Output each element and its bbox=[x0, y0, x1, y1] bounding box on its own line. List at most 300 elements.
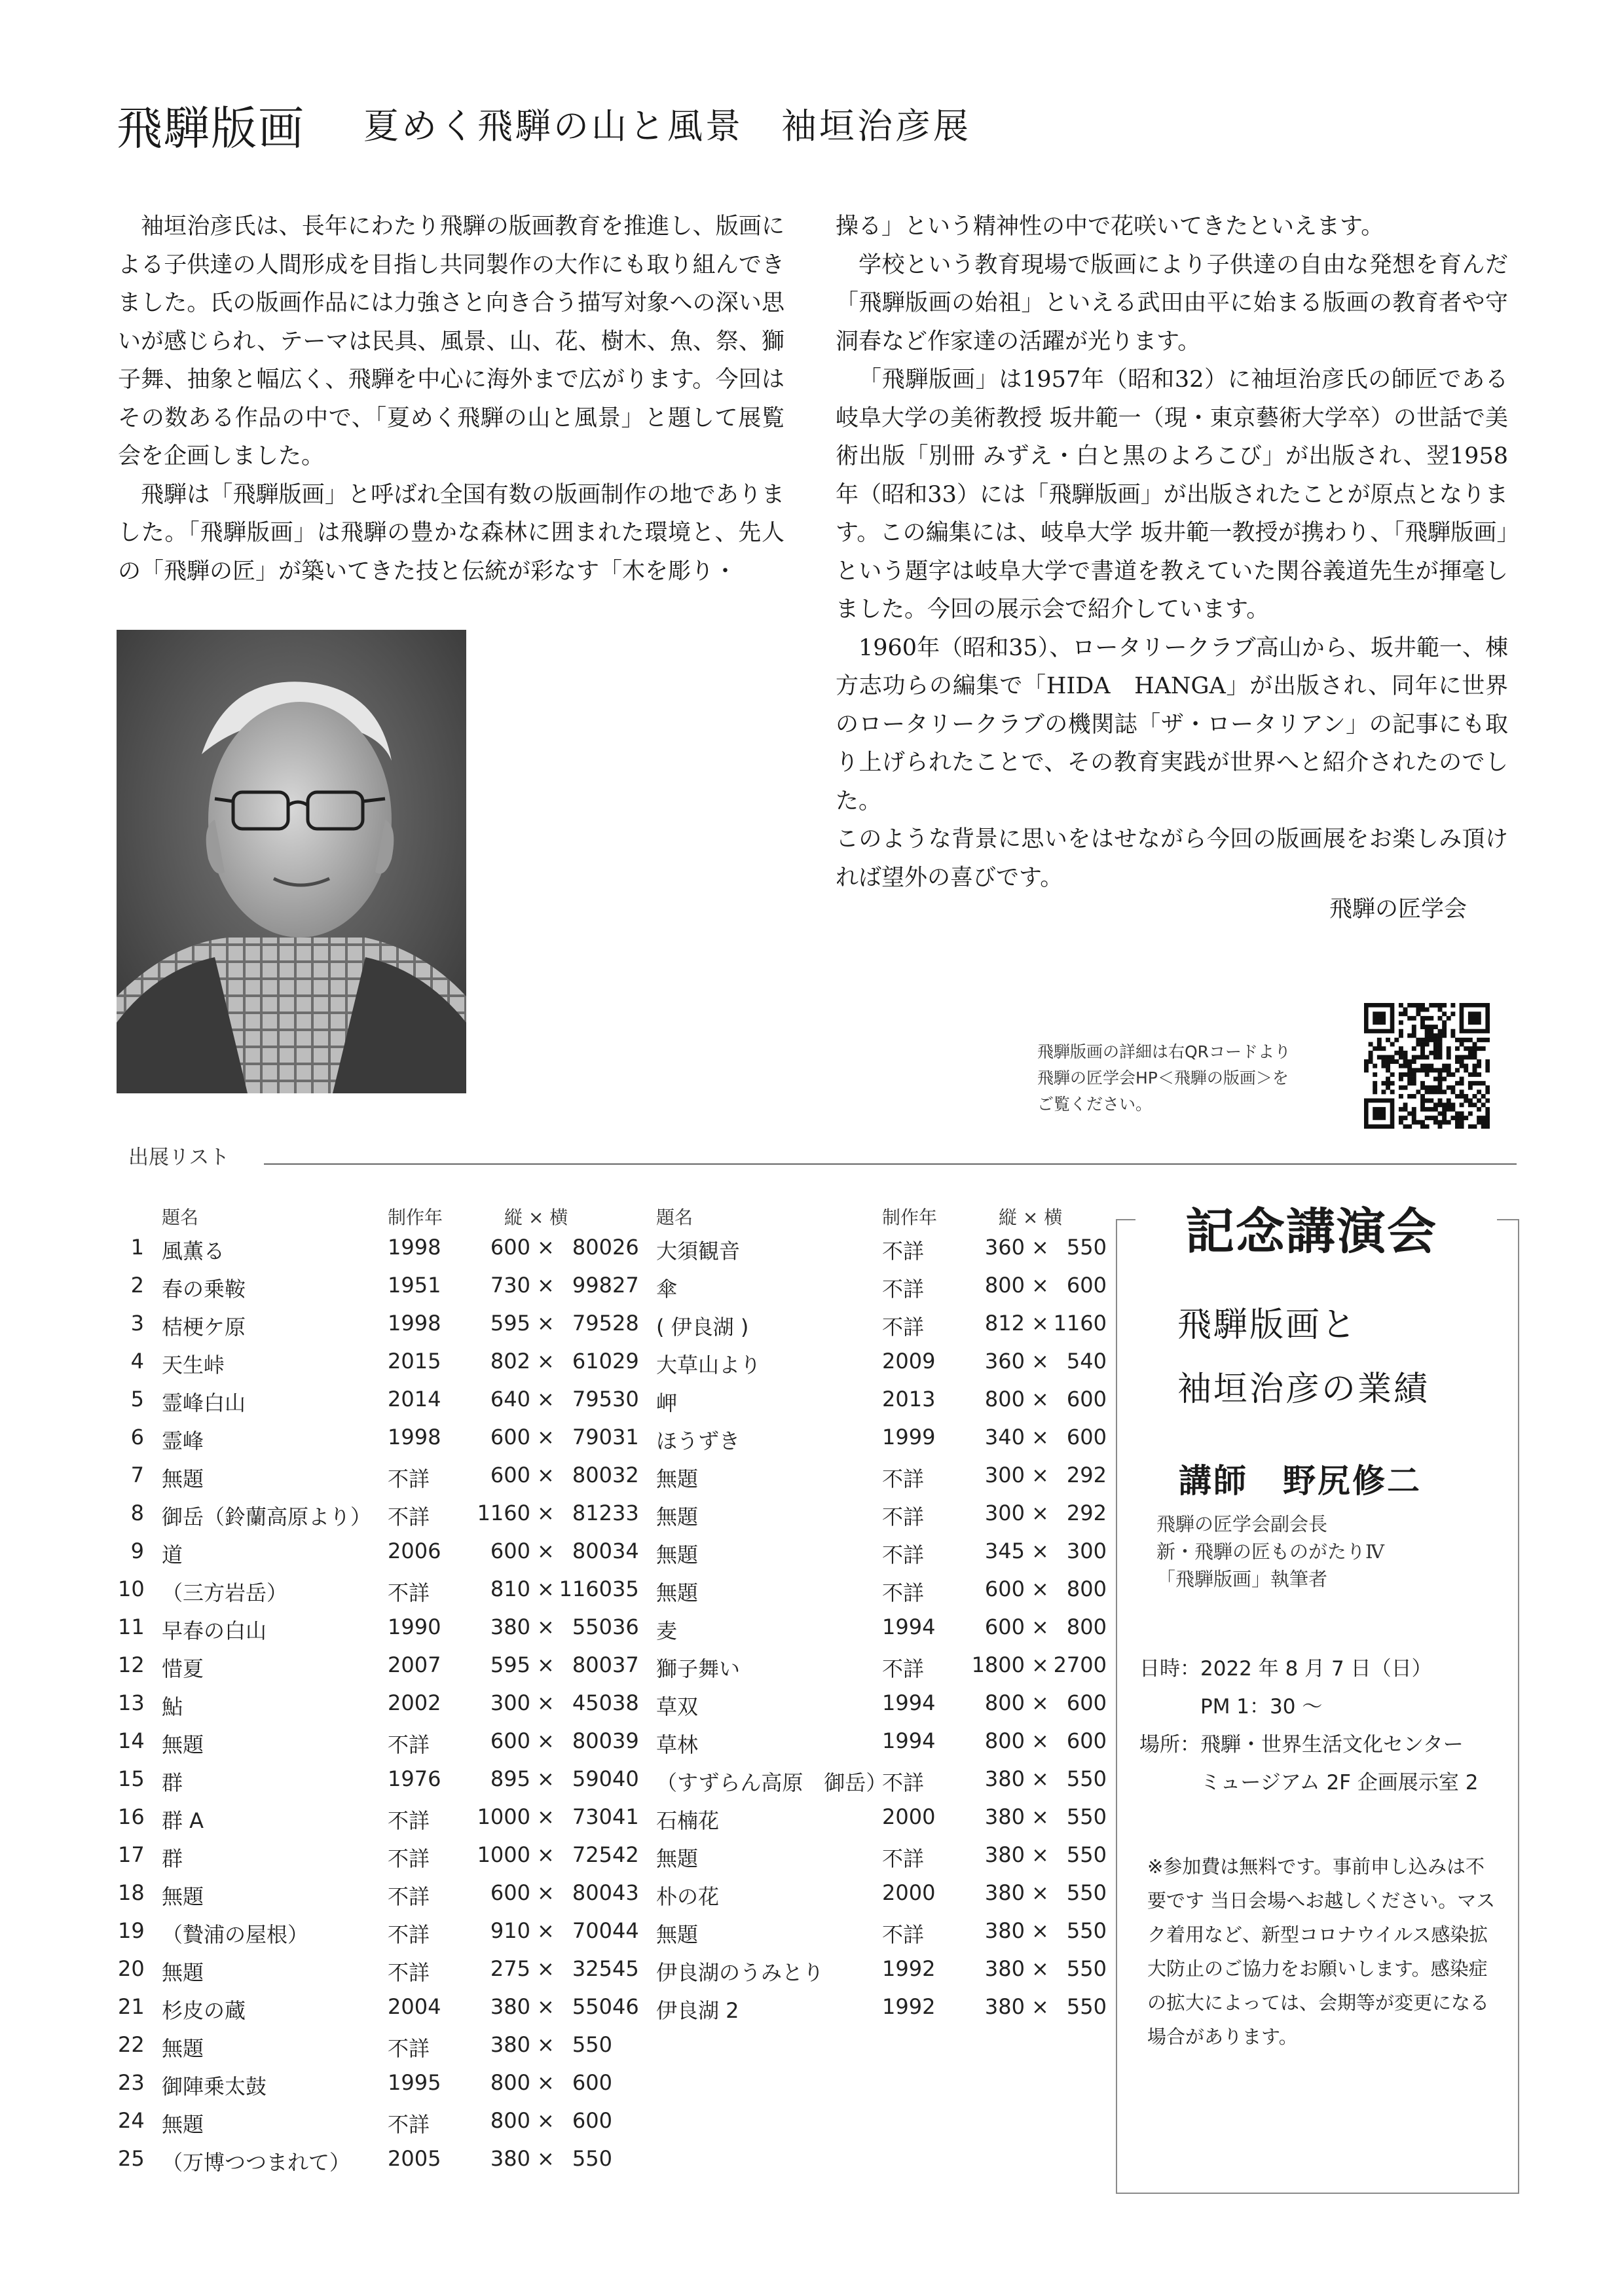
exhibit-row bbox=[118, 2032, 612, 2070]
exhibit-height: 600 bbox=[984, 1614, 1025, 1639]
exhibit-year: 1995 bbox=[388, 2070, 441, 2095]
exhibit-row bbox=[612, 1349, 1107, 1387]
lecture-subtitle bbox=[1177, 1293, 1430, 1421]
exhibit-row bbox=[612, 1273, 1107, 1311]
exhibit-width: 550 bbox=[1066, 1842, 1107, 1867]
exhibit-height: 800 bbox=[984, 1387, 1025, 1412]
portrait-photo bbox=[117, 630, 466, 1093]
intro-paragraph: 1960年（昭和35）、ロータリークラブ高山から、坂井範一、棟方志功らの編集で「HIDA HANGA」が出版され、同年に世界のロータリークラブの機関誌「ザ・ロータリアン」の記事にも取り上げられたことで、その教育実践が世界へと紹介されたのでした。 bbox=[836, 634, 1508, 814]
exhibit-row bbox=[118, 1690, 612, 1728]
exhibit-width: 800 bbox=[572, 1880, 612, 1905]
portrait-image bbox=[117, 630, 466, 1093]
exhibit-height: 380 bbox=[490, 1614, 530, 1639]
exhibit-row bbox=[118, 1766, 612, 1804]
exhibit-title: 石楠花 bbox=[656, 1808, 720, 1833]
exhibit-width: 1160 bbox=[1053, 1311, 1107, 1336]
times-sign: × bbox=[537, 1918, 555, 1943]
exhibit-year: 1992 bbox=[882, 1956, 936, 1981]
exhibit-height: 380 bbox=[984, 1918, 1025, 1943]
exhibit-title: 群 bbox=[162, 1770, 183, 1795]
times-sign: × bbox=[537, 1842, 555, 1867]
exhibit-height: 345 bbox=[984, 1539, 1025, 1563]
exhibit-width: 550 bbox=[1066, 1956, 1107, 1981]
exhibit-width: 800 bbox=[1066, 1576, 1107, 1601]
exhibit-title: ( 伊良湖 ) bbox=[656, 1315, 749, 1339]
times-sign: × bbox=[1031, 1728, 1049, 1753]
times-sign: × bbox=[537, 1463, 555, 1487]
lecture-box-top-border bbox=[1116, 1219, 1135, 1220]
exhibit-number: 29 bbox=[612, 1349, 639, 1374]
times-sign: × bbox=[537, 2032, 555, 2057]
exhibit-number: 36 bbox=[612, 1614, 639, 1639]
exhibit-year: 2000 bbox=[882, 1880, 936, 1905]
exhibit-height: 340 bbox=[984, 1425, 1025, 1449]
exhibit-title: 群 bbox=[162, 1846, 183, 1871]
exhibit-year: 不詳 bbox=[882, 1467, 925, 1491]
exhibit-width: 800 bbox=[572, 1728, 612, 1753]
exhibit-number: 25 bbox=[118, 2146, 145, 2171]
exhibit-width: 600 bbox=[1066, 1425, 1107, 1449]
exhibit-year: 1992 bbox=[882, 1994, 936, 2019]
exhibit-width: 450 bbox=[572, 1690, 612, 1715]
exhibit-width: 550 bbox=[1066, 1766, 1107, 1791]
exhibit-width: 550 bbox=[1066, 1880, 1107, 1905]
exhibit-row bbox=[612, 1576, 1107, 1614]
times-sign: × bbox=[1031, 1387, 1049, 1412]
exhibit-width: 725 bbox=[572, 1842, 612, 1867]
exhibit-title: 鮎 bbox=[162, 1694, 183, 1719]
times-sign: × bbox=[537, 2108, 555, 2133]
times-sign: × bbox=[1031, 1614, 1049, 1639]
exhibit-year: 1951 bbox=[388, 1273, 441, 1298]
exhibit-number: 5 bbox=[130, 1387, 144, 1412]
exhibit-number: 15 bbox=[118, 1766, 145, 1791]
exhibit-row bbox=[118, 1273, 612, 1311]
exhibit-title: 天生峠 bbox=[162, 1353, 225, 1377]
qr-note-line: 飛騨版画の詳細は右QRコードより bbox=[1037, 1042, 1291, 1061]
exhibit-width: 1160 bbox=[559, 1576, 612, 1601]
exhibit-title: 春の乗鞍 bbox=[162, 1277, 246, 1302]
schedule-line: 日時：2022 年 8 月 7 日（日） bbox=[1139, 1657, 1432, 1681]
exhibit-row bbox=[118, 1235, 612, 1273]
exhibit-height: 802 bbox=[490, 1349, 530, 1374]
exhibit-width: 790 bbox=[572, 1425, 612, 1449]
exhibit-width: 292 bbox=[1066, 1463, 1107, 1487]
exhibit-year: 不詳 bbox=[388, 1467, 430, 1491]
intro-closing: このような背景に思いをはせながら今回の版画展をお楽しみ頂ければ望外の喜びです。 bbox=[836, 826, 1508, 891]
page-subtitle: 夏めく飛騨の山と風景 袖垣治彦展 bbox=[363, 105, 971, 147]
times-sign: × bbox=[1031, 1463, 1049, 1487]
exhibit-year: 不詳 bbox=[388, 1504, 430, 1529]
exhibit-height: 1160 bbox=[477, 1501, 530, 1525]
exhibit-row bbox=[612, 1652, 1107, 1690]
lecture-subtitle-line: 袖垣治彦の業績 bbox=[1177, 1370, 1430, 1409]
exhibit-year: 1976 bbox=[388, 1766, 441, 1791]
exhibit-row bbox=[612, 1387, 1107, 1425]
exhibit-width: 540 bbox=[1066, 1349, 1107, 1374]
times-sign: × bbox=[1031, 1539, 1049, 1563]
exhibit-height: 895 bbox=[490, 1766, 530, 1791]
times-sign: × bbox=[1031, 1994, 1049, 2019]
exhibit-year: 不詳 bbox=[388, 1884, 430, 1909]
exhibit-width: 292 bbox=[1066, 1501, 1107, 1525]
exhibit-number: 20 bbox=[118, 1956, 145, 1981]
exhibit-number: 1 bbox=[130, 1235, 144, 1260]
schedule-line: ミュージアム 2F 企画展示室 2 bbox=[1139, 1771, 1479, 1795]
column-header-size: 縦 × 横 bbox=[504, 1207, 568, 1228]
exhibit-number: 14 bbox=[118, 1728, 145, 1753]
exhibit-year: 2005 bbox=[388, 2146, 441, 2171]
schedule-line: PM 1：30 〜 bbox=[1139, 1695, 1323, 1719]
exhibit-width: 2700 bbox=[1053, 1652, 1107, 1677]
times-sign: × bbox=[537, 1311, 555, 1336]
exhibit-number: 32 bbox=[612, 1463, 639, 1487]
times-sign: × bbox=[1031, 1501, 1049, 1525]
intro-paragraph: 操る」という精神性の中で花咲いてきたといえます。 bbox=[836, 213, 1384, 240]
exhibit-width: 300 bbox=[1066, 1539, 1107, 1563]
exhibit-row bbox=[118, 1880, 612, 1918]
exhibit-number: 41 bbox=[612, 1804, 639, 1829]
exhibit-width: 550 bbox=[572, 1994, 612, 2019]
times-sign: × bbox=[537, 1235, 555, 1260]
exhibit-year: 不詳 bbox=[882, 1315, 925, 1339]
exhibit-number: 40 bbox=[612, 1766, 639, 1791]
exhibit-year: 不詳 bbox=[882, 1239, 925, 1264]
exhibit-width: 600 bbox=[572, 2070, 612, 2095]
exhibit-row bbox=[118, 1501, 612, 1539]
times-sign: × bbox=[1031, 1804, 1049, 1829]
exhibit-height: 360 bbox=[984, 1235, 1025, 1260]
exhibit-row bbox=[118, 1918, 612, 1956]
exhibit-number: 26 bbox=[612, 1235, 639, 1260]
qr-note-line: 飛騨の匠学会HP＜飛騨の版画＞を bbox=[1037, 1068, 1289, 1087]
exhibit-title: 伊良湖 2 bbox=[656, 1998, 739, 2023]
exhibit-row bbox=[612, 1842, 1107, 1880]
qr-note bbox=[1037, 1039, 1291, 1118]
exhibit-height: 380 bbox=[984, 1766, 1025, 1791]
exhibit-number: 28 bbox=[612, 1311, 639, 1336]
times-sign: × bbox=[537, 2146, 555, 2171]
lecturer-role: 飛騨の匠学会副会長 bbox=[1156, 1513, 1328, 1535]
exhibit-year: 不詳 bbox=[882, 1580, 925, 1605]
times-sign: × bbox=[537, 1614, 555, 1639]
times-sign: × bbox=[537, 1766, 555, 1791]
column-header-size: 縦 × 横 bbox=[999, 1207, 1063, 1228]
exhibit-row bbox=[118, 1956, 612, 1994]
exhibit-title: 麦 bbox=[656, 1618, 678, 1643]
times-sign: × bbox=[537, 1273, 555, 1298]
times-sign: × bbox=[1031, 1349, 1049, 1374]
exhibit-number: 34 bbox=[612, 1539, 639, 1563]
exhibit-year: 1994 bbox=[882, 1690, 936, 1715]
exhibit-height: 595 bbox=[490, 1311, 530, 1336]
exhibit-number: 2 bbox=[130, 1273, 144, 1298]
column-header-year: 制作年 bbox=[882, 1207, 938, 1228]
exhibit-row bbox=[118, 1652, 612, 1690]
exhibit-height: 600 bbox=[490, 1463, 530, 1487]
exhibit-width: 550 bbox=[1066, 1994, 1107, 2019]
exhibit-height: 380 bbox=[490, 2032, 530, 2057]
exhibit-height: 800 bbox=[984, 1273, 1025, 1298]
exhibit-row bbox=[612, 1311, 1107, 1349]
exhibit-row bbox=[118, 1804, 612, 1842]
exhibit-year: 2000 bbox=[882, 1804, 936, 1829]
times-sign: × bbox=[1031, 1311, 1049, 1336]
column-header-year: 制作年 bbox=[388, 1207, 443, 1228]
exhibit-height: 810 bbox=[490, 1576, 530, 1601]
exhibit-row bbox=[118, 2108, 612, 2146]
exhibit-height: 380 bbox=[984, 1994, 1025, 2019]
exhibit-year: 不詳 bbox=[882, 1504, 925, 1529]
exhibit-year: 不詳 bbox=[388, 1960, 430, 1985]
exhibit-number: 45 bbox=[612, 1956, 639, 1981]
times-sign: × bbox=[1031, 1425, 1049, 1449]
times-sign: × bbox=[1031, 1273, 1049, 1298]
times-sign: × bbox=[1031, 1842, 1049, 1867]
exhibit-row bbox=[118, 1387, 612, 1425]
exhibit-height: 812 bbox=[984, 1311, 1025, 1336]
times-sign: × bbox=[537, 1576, 555, 1601]
times-sign: × bbox=[1031, 1918, 1049, 1943]
lecturer-role: 新・飛騨の匠ものがたりⅣ bbox=[1156, 1540, 1384, 1563]
exhibit-year: 不詳 bbox=[388, 2036, 430, 2061]
times-sign: × bbox=[537, 1880, 555, 1905]
exhibit-number: 12 bbox=[118, 1652, 145, 1677]
exhibit-year: 2002 bbox=[388, 1690, 441, 1715]
exhibit-number: 35 bbox=[612, 1576, 639, 1601]
exhibit-height: 595 bbox=[490, 1652, 530, 1677]
exhibit-height: 730 bbox=[490, 1273, 530, 1298]
exhibit-width: 550 bbox=[572, 2032, 612, 2057]
exhibit-title: 草双 bbox=[656, 1694, 699, 1719]
page-title: 飛騨版画 bbox=[117, 101, 305, 155]
exhibit-height: 800 bbox=[984, 1690, 1025, 1715]
exhibit-number: 18 bbox=[118, 1880, 145, 1905]
exhibit-row bbox=[118, 1463, 612, 1501]
exhibit-width: 550 bbox=[1066, 1918, 1107, 1943]
exhibit-table-left bbox=[118, 1203, 612, 2205]
exhibit-height: 380 bbox=[984, 1880, 1025, 1905]
exhibit-year: 1990 bbox=[388, 1614, 441, 1639]
exhibit-title: 草林 bbox=[656, 1732, 699, 1757]
schedule-line: 場所：飛騨・世界生活文化センター bbox=[1139, 1733, 1464, 1757]
exhibit-title: （三方岩岳） bbox=[162, 1580, 288, 1605]
exhibit-row bbox=[118, 1728, 612, 1766]
qr-code[interactable] bbox=[1364, 1003, 1490, 1129]
exhibit-row bbox=[118, 1349, 612, 1387]
exhibit-number: 37 bbox=[612, 1652, 639, 1677]
exhibit-title: 獅子舞い bbox=[656, 1656, 741, 1681]
exhibit-year: 不詳 bbox=[388, 1808, 430, 1833]
exhibit-year: 不詳 bbox=[388, 1846, 430, 1871]
times-sign: × bbox=[537, 1652, 555, 1677]
exhibit-row bbox=[612, 1994, 1107, 2032]
times-sign: × bbox=[537, 1994, 555, 2019]
exhibit-width: 700 bbox=[572, 1918, 612, 1943]
exhibit-height: 800 bbox=[490, 2070, 530, 2095]
exhibit-year: 不詳 bbox=[388, 1580, 430, 1605]
exhibit-title: 朴の花 bbox=[656, 1884, 720, 1909]
exhibit-width: 550 bbox=[1066, 1804, 1107, 1829]
exhibit-title: 無題 bbox=[656, 1580, 699, 1605]
exhibit-title: （万博つつまれて） bbox=[162, 2150, 351, 2175]
exhibit-width: 325 bbox=[572, 1956, 612, 1981]
exhibit-width: 795 bbox=[572, 1311, 612, 1336]
qr-note-line: ご覧ください。 bbox=[1037, 1095, 1153, 1114]
exhibit-height: 275 bbox=[490, 1956, 530, 1981]
exhibit-width: 800 bbox=[572, 1539, 612, 1563]
exhibit-title: 杉皮の蔵 bbox=[162, 1998, 246, 2023]
exhibit-title: 霊峰 bbox=[162, 1429, 204, 1453]
exhibit-row bbox=[612, 1501, 1107, 1539]
exhibit-width: 600 bbox=[572, 2108, 612, 2133]
exhibit-title: 無題 bbox=[656, 1467, 699, 1491]
exhibit-width: 800 bbox=[1066, 1614, 1107, 1639]
lecturer-roles bbox=[1156, 1510, 1384, 1593]
exhibit-number: 38 bbox=[612, 1690, 639, 1715]
lecture-notes: ※参加費は無料です。事前申し込みは不要です 当日会場へお越しください。マスク着用など、新型コロナウイルス感染拡大防止のご協力をお願いします。感染症の拡大によっては、会期等が変更になる場合があります。 bbox=[1147, 1855, 1496, 2048]
exhibit-row bbox=[612, 1235, 1107, 1273]
exhibit-width: 800 bbox=[572, 1463, 612, 1487]
exhibit-title: 無題 bbox=[656, 1922, 699, 1947]
exhibit-width: 550 bbox=[1066, 1235, 1107, 1260]
column-header-title: 題名 bbox=[656, 1207, 693, 1228]
exhibit-width: 600 bbox=[1066, 1387, 1107, 1412]
exhibit-title: 大草山より bbox=[656, 1353, 762, 1377]
exhibit-width: 600 bbox=[1066, 1690, 1107, 1715]
exhibit-year: 2015 bbox=[388, 1349, 441, 1374]
exhibit-width: 800 bbox=[572, 1652, 612, 1677]
exhibit-height: 360 bbox=[984, 1349, 1025, 1374]
exhibit-number: 24 bbox=[118, 2108, 145, 2133]
exhibit-height: 800 bbox=[490, 2108, 530, 2133]
exhibit-height: 600 bbox=[490, 1425, 530, 1449]
exhibit-row bbox=[612, 1463, 1107, 1501]
exhibit-title: 無題 bbox=[162, 1467, 204, 1491]
times-sign: × bbox=[537, 1956, 555, 1981]
exhibit-row bbox=[612, 1918, 1107, 1956]
exhibit-number: 39 bbox=[612, 1728, 639, 1753]
exhibit-width: 800 bbox=[572, 1235, 612, 1260]
exhibit-number: 42 bbox=[612, 1842, 639, 1867]
exhibit-title: 御岳（鈴蘭高原より） bbox=[162, 1504, 372, 1529]
times-sign: × bbox=[1031, 1766, 1049, 1791]
exhibit-number: 11 bbox=[118, 1614, 145, 1639]
intro-left-column bbox=[118, 208, 784, 591]
times-sign: × bbox=[537, 1690, 555, 1715]
exhibit-height: 1000 bbox=[477, 1804, 530, 1829]
exhibit-number: 9 bbox=[130, 1539, 144, 1563]
exhibit-title: 無題 bbox=[162, 2036, 204, 2061]
exhibit-year: 不詳 bbox=[388, 2112, 430, 2137]
times-sign: × bbox=[537, 1425, 555, 1449]
times-sign: × bbox=[537, 1804, 555, 1829]
exhibit-number: 3 bbox=[130, 1311, 144, 1336]
exhibit-title: （贄浦の屋根） bbox=[162, 1922, 309, 1947]
exhibit-title: （すずらん高原 御岳） bbox=[656, 1770, 887, 1795]
exhibit-number: 43 bbox=[612, 1880, 639, 1905]
exhibit-row bbox=[612, 1728, 1107, 1766]
intro-right-column bbox=[836, 208, 1508, 897]
times-sign: × bbox=[1031, 1235, 1049, 1260]
column-header-title: 題名 bbox=[162, 1207, 199, 1228]
exhibit-row bbox=[118, 1994, 612, 2032]
exhibit-width: 600 bbox=[1066, 1728, 1107, 1753]
signature: 飛騨の匠学会 bbox=[1329, 896, 1467, 922]
exhibit-row bbox=[612, 1614, 1107, 1652]
exhibit-height: 380 bbox=[490, 1994, 530, 2019]
exhibit-title: 早春の白山 bbox=[162, 1618, 267, 1643]
exhibit-width: 730 bbox=[572, 1804, 612, 1829]
exhibit-row bbox=[118, 1614, 612, 1652]
exhibit-title: 道 bbox=[162, 1542, 183, 1567]
exhibit-year: 不詳 bbox=[882, 1542, 925, 1567]
exhibit-number: 16 bbox=[118, 1804, 145, 1829]
exhibit-height: 640 bbox=[490, 1387, 530, 1412]
exhibit-year: 2006 bbox=[388, 1539, 441, 1563]
exhibit-number: 22 bbox=[118, 2032, 145, 2057]
exhibit-row bbox=[612, 1766, 1107, 1804]
exhibit-year: 2007 bbox=[388, 1652, 441, 1677]
exhibit-height: 600 bbox=[490, 1235, 530, 1260]
exhibit-number: 10 bbox=[118, 1576, 145, 1601]
exhibit-height: 380 bbox=[984, 1956, 1025, 1981]
exhibit-row bbox=[118, 1842, 612, 1880]
exhibit-number: 44 bbox=[612, 1918, 639, 1943]
qr-code-image bbox=[1364, 1003, 1490, 1129]
exhibit-width: 795 bbox=[572, 1387, 612, 1412]
times-sign: × bbox=[1031, 1880, 1049, 1905]
exhibit-width: 812 bbox=[572, 1501, 612, 1525]
exhibit-height: 1800 bbox=[971, 1652, 1025, 1677]
times-sign: × bbox=[537, 1387, 555, 1412]
exhibit-height: 300 bbox=[490, 1690, 530, 1715]
exhibit-number: 7 bbox=[130, 1463, 144, 1487]
exhibit-year: 2014 bbox=[388, 1387, 441, 1412]
exhibit-height: 600 bbox=[490, 1539, 530, 1563]
exhibit-width: 998 bbox=[572, 1273, 612, 1298]
exhibit-table-right bbox=[612, 1203, 1107, 2023]
exhibit-title: 大須観音 bbox=[656, 1239, 741, 1264]
lecture-schedule bbox=[1139, 1650, 1478, 1802]
exhibit-number: 23 bbox=[118, 2070, 145, 2095]
exhibit-number: 19 bbox=[118, 1918, 145, 1943]
exhibit-year: 1998 bbox=[388, 1311, 441, 1336]
exhibit-number: 17 bbox=[118, 1842, 145, 1867]
exhibit-title: 群 A bbox=[162, 1808, 204, 1833]
exhibit-height: 600 bbox=[490, 1728, 530, 1753]
exhibit-list-divider bbox=[264, 1163, 1517, 1165]
exhibit-title: 岬 bbox=[656, 1391, 678, 1415]
exhibit-height: 600 bbox=[490, 1880, 530, 1905]
lecturer-role: 「飛騨版画」執筆者 bbox=[1156, 1568, 1328, 1590]
exhibit-title: 霊峰白山 bbox=[162, 1391, 246, 1415]
exhibit-row bbox=[118, 1576, 612, 1614]
exhibit-number: 13 bbox=[118, 1690, 145, 1715]
intro-paragraph: 飛騨は「飛騨版画」と呼ばれ全国有数の版画制作の地でありました。「飛騨版画」は飛騨の豊かな森林に囲まれた環境と、先人の「飛騨の匠」が築いてきた技と伝統が彩なす「木を彫り・ bbox=[118, 481, 784, 585]
exhibit-title: 無題 bbox=[656, 1846, 699, 1871]
exhibit-row bbox=[118, 2146, 612, 2184]
exhibit-year: 2013 bbox=[882, 1387, 936, 1412]
exhibit-year: 不詳 bbox=[882, 1770, 925, 1795]
exhibit-height: 380 bbox=[984, 1804, 1025, 1829]
exhibit-title: 無題 bbox=[162, 1884, 204, 1909]
exhibit-title: 傘 bbox=[656, 1277, 678, 1302]
exhibit-number: 4 bbox=[130, 1349, 144, 1374]
exhibit-title: 無題 bbox=[162, 1732, 204, 1757]
exhibit-height: 910 bbox=[490, 1918, 530, 1943]
exhibit-row bbox=[612, 1690, 1107, 1728]
